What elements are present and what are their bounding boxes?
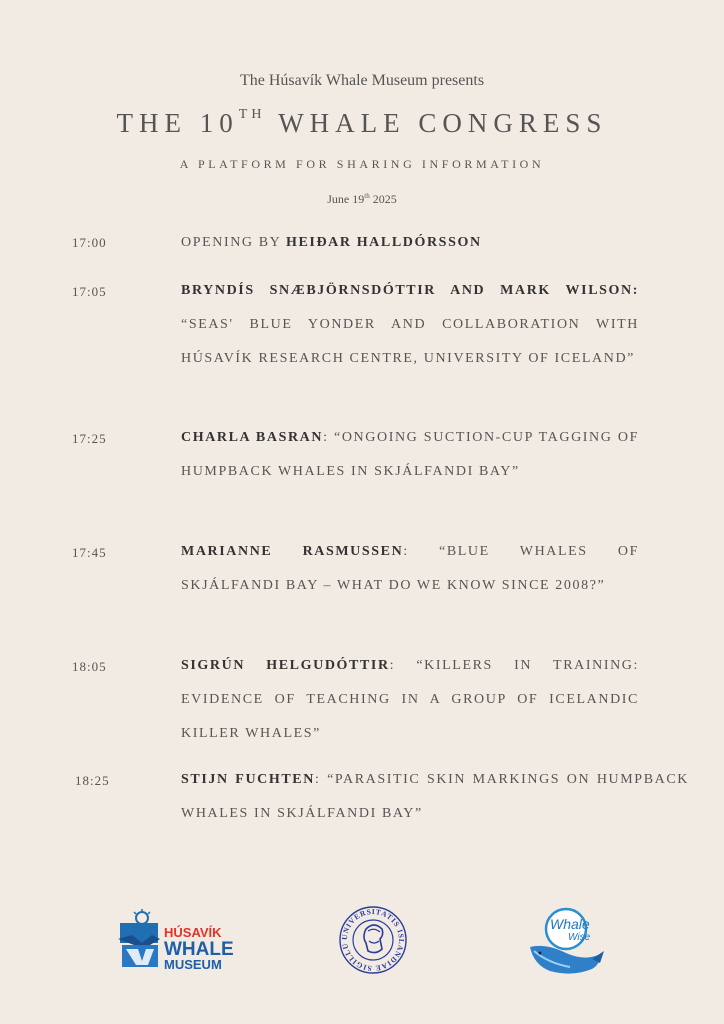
- date-year: 2025: [372, 192, 397, 206]
- program-speaker: CHARLA BASRAN: [181, 430, 324, 445]
- program-text: [181, 233, 639, 253]
- program-text: [181, 649, 639, 751]
- program-time: 17:00: [72, 235, 107, 250]
- program-speaker: SIGRÚN HELGUDÓTTIR: [181, 658, 390, 673]
- sponsor-logos: [0, 905, 724, 985]
- date-ordinal: th: [364, 192, 370, 200]
- program-talk: : “ONGOING SUCTION-CUP TAGGING OF HUMPBACK WHALES IN SKJÁLFANDI BAY”: [181, 430, 640, 479]
- museum-logo-line3: MUSEUM: [164, 957, 222, 972]
- program-talk: : “BLUE WHALES OF SKJÁLFANDI BAY – WHAT DO WE KNOW SINCE 2008?”: [181, 544, 639, 593]
- program-time: 17:45: [72, 545, 107, 560]
- museum-logo-line1: HÚSAVÍK: [164, 925, 222, 940]
- whalewise-line1: Whale: [550, 916, 590, 932]
- program-speaker: HEIÐAR HALLDÓRSSON: [285, 235, 482, 250]
- program-speaker: MARIANNE RASMUSSEN: [181, 544, 404, 559]
- whalewise-logo: [526, 907, 606, 979]
- program-text: [181, 763, 689, 831]
- date-day: June 19: [327, 192, 365, 206]
- event-title: [0, 108, 724, 139]
- program-time: 17:05: [72, 284, 107, 299]
- event-subtitle: A PLATFORM FOR SHARING INFORMATION: [179, 157, 545, 171]
- program-text: [181, 535, 639, 603]
- seal-ring-text: UNIVERSITATIS ISLANDIAE SIGILLU: [339, 906, 407, 974]
- program-speaker: BRYNDÍS SNÆBJÖRNSDÓTTIR AND MARK WILSON:: [181, 283, 639, 298]
- event-date: [0, 192, 724, 207]
- program-text: [181, 421, 639, 489]
- program-time: 18:05: [72, 659, 107, 674]
- title-ordinal: TH: [238, 107, 266, 122]
- program-talk: : “PARASITIC SKIN MARKINGS ON HUMPBACK WHALES IN SKJÁLFANDI BAY”: [181, 772, 689, 821]
- husavik-whale-museum-logo: [112, 909, 234, 973]
- program-text: [181, 274, 639, 376]
- university-of-iceland-seal: [338, 905, 408, 975]
- program-talk: : “KILLERS IN TRAINING: EVIDENCE OF TEACHING IN A GROUP OF ICELANDIC KILLER WHALES”: [181, 658, 639, 741]
- museum-logo-line2: WHALE: [164, 939, 234, 960]
- program-time: 18:25: [75, 773, 110, 788]
- presenter-line: The Húsavík Whale Museum presents: [239, 72, 485, 89]
- program-speaker: STIJN FUCHTEN: [181, 772, 315, 787]
- program-talk: “SEAS' BLUE YONDER AND COLLABORATION WITH HÚSAVÍK RESEARCH CENTRE, UNIVERSITY OF ICELAND”: [181, 317, 639, 366]
- program-prefix: OPENING BY: [181, 235, 286, 250]
- whalewise-line2: Wise: [568, 932, 591, 943]
- title-main: WHALE CONGRESS: [278, 108, 608, 138]
- program-time: 17:25: [72, 431, 107, 446]
- title-prefix: THE 10: [116, 108, 239, 138]
